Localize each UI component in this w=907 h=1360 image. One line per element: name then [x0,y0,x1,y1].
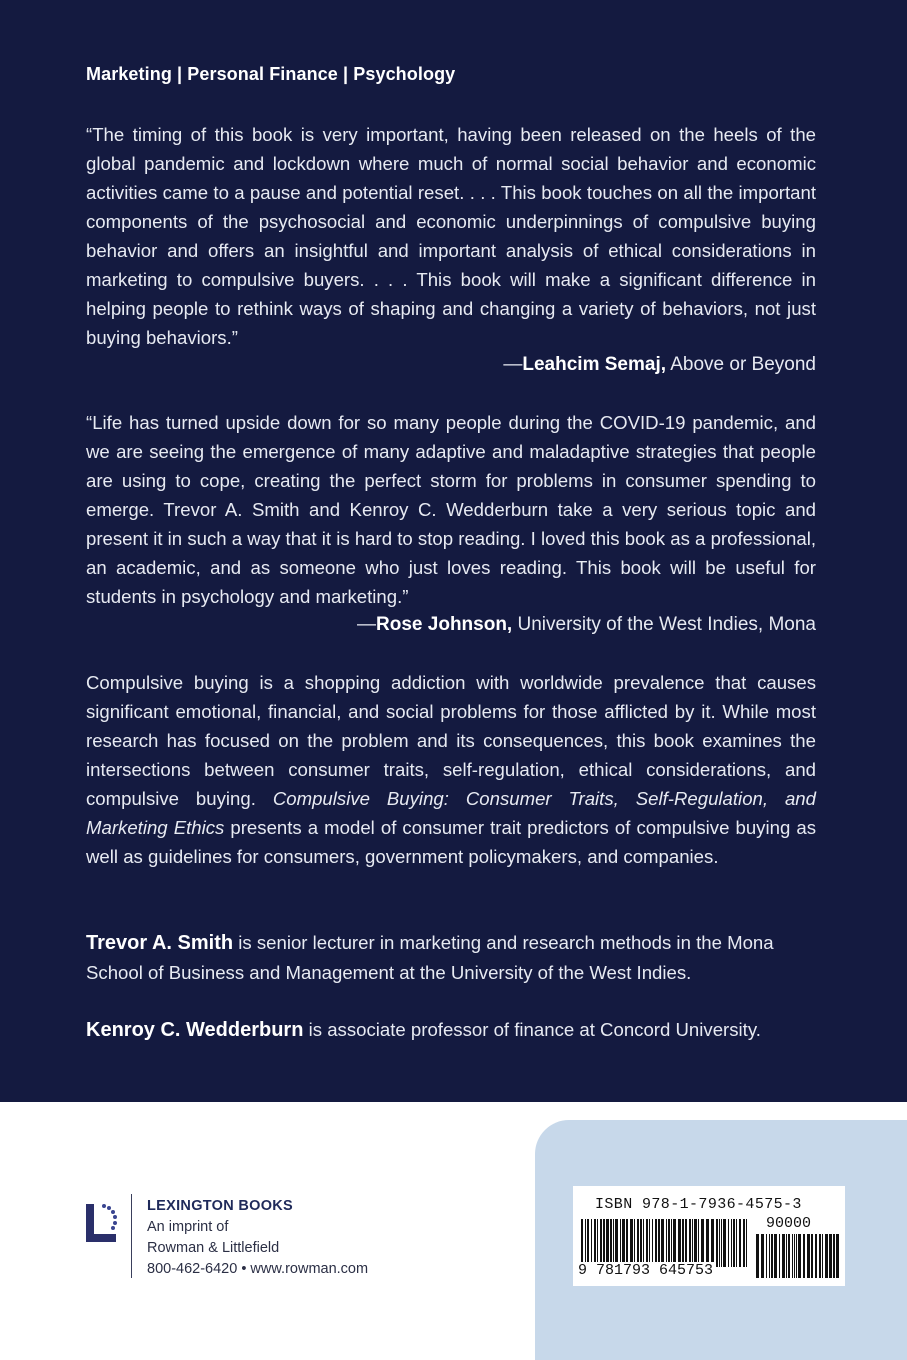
barcode-bar [815,1234,817,1278]
barcode-bar [658,1219,660,1267]
barcode-bar [716,1219,718,1267]
price-addon-barcode-icon [756,1234,840,1278]
barcode-bar [587,1219,589,1267]
review-attribution-2: —Rose Johnson, University of the West Indies, Mona [357,614,816,635]
description-text-2: presents a model of consumer trait predictors of compulsive buying as well as guidelines for consumers, government policymakers, and companies. [86,817,816,867]
barcode-bar [597,1219,598,1267]
barcode-bar [585,1219,586,1267]
barcode-bar [701,1219,704,1267]
barcode-bar [666,1219,667,1267]
description-text-1: Compulsive buying is a shopping addiction with worldwide prevalence that causes significant emotional, financial, and social problems for those afflicted by it. While most research has focused on the problem and its consequences, this book examines the intersections between consumer traits, self-regulation, ethical considerations, and compulsive buying. [86,672,816,809]
barcode-bar [829,1234,832,1278]
barcode-bar [620,1219,621,1267]
publisher-divider [131,1194,132,1278]
book-title: Compulsive Buying: Consumer Traits, Self-Regulation, and Marketing Ethics [86,788,816,838]
author-name-1: Trevor A. Smith [86,932,234,954]
barcode-bar [685,1219,687,1267]
reviewer-affiliation-1: Above or Beyond [670,354,816,375]
lexington-logo-icon [84,1198,124,1248]
barcode-bar [634,1219,635,1267]
barcode-bar [646,1219,648,1267]
barcode-bar [786,1234,787,1278]
barcode-bar [591,1219,592,1267]
barcode-bar [643,1219,644,1267]
barcode-bar [761,1234,764,1278]
barcode-bar [756,1234,759,1278]
barcode-bar [613,1219,614,1267]
barcode-bar [640,1219,642,1267]
barcode-bar [822,1234,823,1278]
author-bio-1 [86,928,821,987]
barcode-bar [739,1219,741,1267]
publisher-imprint: An imprint of [147,1219,229,1235]
barcode-bar [626,1219,628,1267]
publisher-contact: 800-462-6420 • www.rowman.com [147,1261,369,1277]
barcode-bar [615,1219,618,1267]
barcode-bar [721,1219,722,1267]
publisher-name: LEXINGTON BOOKS [147,1198,294,1214]
barcode-bar [606,1219,609,1267]
barcode-bar [603,1219,605,1267]
barcode-bar [668,1219,670,1267]
isbn-label: ISBN 978-1-7936-4575-3 [595,1196,802,1213]
author-name-2: Kenroy C. Wedderburn [86,1019,304,1041]
barcode-bar [766,1234,767,1278]
publisher-parent: Rowman & Littlefield [147,1240,280,1256]
barcode-bar [836,1234,839,1278]
barcode-bar [706,1219,709,1267]
publisher-info [147,1196,368,1280]
barcode-bar [673,1219,676,1267]
reviewer-name-2: Rose Johnson, [376,614,513,635]
barcode-bar [833,1234,835,1278]
author-bio-text-2: is associate professor of finance at Concord University. [303,1019,761,1040]
author-bio-2 [86,1015,821,1045]
barcode-bar [682,1219,684,1267]
barcode-bar [731,1219,732,1267]
barcode-bar [769,1234,770,1278]
barcode-bar [630,1219,633,1267]
barcode-bar [746,1219,747,1267]
book-description [86,668,816,871]
barcode-bar [689,1219,691,1267]
barcode-bar [779,1234,780,1278]
barcode-bar [655,1219,657,1267]
barcode-bar [803,1234,805,1278]
barcode-bar [723,1219,726,1267]
reviewer-name-1: Leahcim Semaj, [522,354,666,375]
barcode-bar [698,1219,699,1267]
barcode-bar [661,1219,664,1267]
barcode-bar [733,1219,735,1267]
barcode-bar [796,1234,797,1278]
price-addon-label: 90000 [766,1215,812,1232]
barcode-bar [649,1219,650,1267]
barcode-bar [807,1234,810,1278]
barcode-bar [622,1219,625,1267]
barcode-bar [794,1234,795,1278]
ean-digits: 9 781793 645753 [578,1262,714,1279]
barcode-bar [694,1219,697,1267]
isbn-barcode-icon [581,1219,749,1267]
barcode-bar [671,1219,672,1267]
review-attribution-1: —Leahcim Semaj, Above or Beyond [503,354,816,375]
barcode-bar [610,1219,612,1267]
barcode-bar [711,1219,714,1267]
subject-categories: Marketing | Personal Finance | Psychology [86,64,456,84]
barcode-bar [719,1219,720,1267]
barcode-bar [792,1234,793,1278]
barcode-bar [594,1219,596,1267]
barcode-bar [774,1234,777,1278]
barcode-bar [811,1234,813,1278]
barcode-bar [652,1219,653,1267]
review-quote-2: “Life has turned upside down for so many people during the COVID-19 pandemic, and we are seeing the emergence of many adaptive and maladaptive strategies that people are using to cope, creating the perfect storm for problems in consumer spending to emerge. Trevor A. Smith and Kenroy C. Wedderburn take a very serious topic and present it in such a way that it is hard to stop reading. I loved this book as a professional, an academic, and as someone who just loves reading. This book will be useful for students in psychology and marketing.” [86,412,816,607]
author-bio-text-1: is senior lecturer in marketing and research methods in the Mona School of Business and Management at the University of the West Indies. [86,932,774,983]
barcode-bar [798,1234,801,1278]
barcode-bar [743,1219,745,1267]
review-quote-1: “The timing of this book is very important, having been released on the heels of the global pandemic and lockdown where much of normal social behavior and economic activities came to a pause and potential reset. . . . This book touches on all the important components of the psychosocial and economic underpinnings of compulsive buying behavior and offers an insightful and important analysis of ethical considerations in marketing to compulsive buyers. . . . This book will make a significant difference in helping people to rethink ways of shaping and changing a variety of behaviors, not just buying behaviors.” [86,124,816,348]
barcode-bar [819,1234,821,1278]
barcode-bar [692,1219,693,1267]
barcode-bar [788,1234,790,1278]
barcode-bar [825,1234,828,1278]
barcode-bar [736,1219,737,1267]
barcode-bar [782,1234,785,1278]
barcode-bar [771,1234,773,1278]
barcode-bar [678,1219,681,1267]
barcode-bar [581,1219,583,1267]
barcode-bar [728,1219,729,1267]
reviewer-affiliation-2: University of the West Indies, Mona [517,614,816,635]
barcode-bar [637,1219,639,1267]
barcode-bar [600,1219,602,1267]
